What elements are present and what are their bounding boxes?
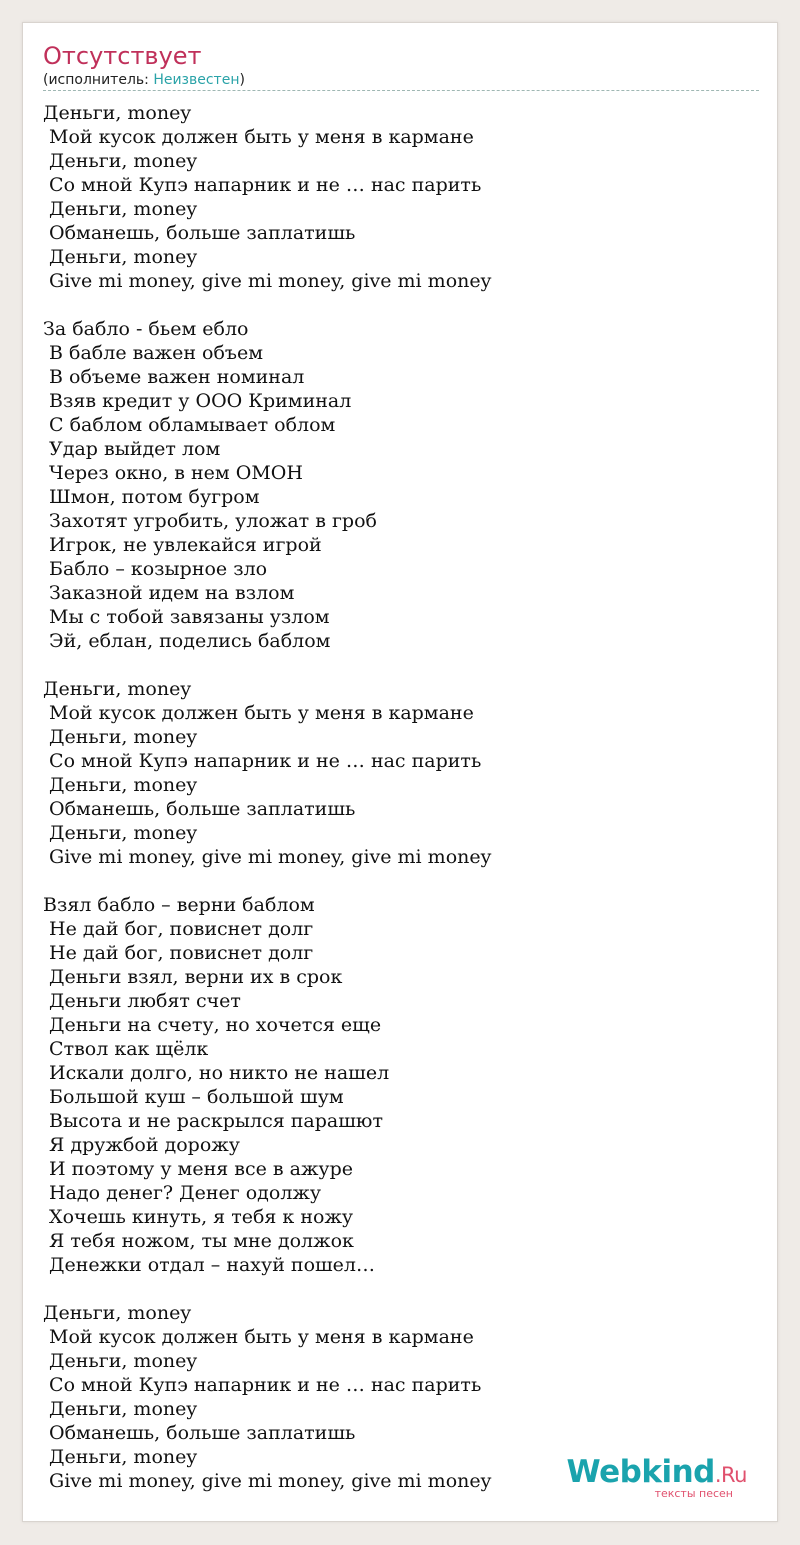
lyric-line: Деньги, money xyxy=(43,774,198,796)
lyric-line: Деньги, money xyxy=(43,198,198,220)
lyric-line: Мы с тобой завязаны узлом xyxy=(43,606,330,628)
lyric-line: Денежки отдал – нахуй пошел… xyxy=(43,1254,375,1276)
lyric-line: Мой кусок должен быть у меня в кармане xyxy=(43,1326,474,1348)
lyric-line: Большой куш – большой шум xyxy=(43,1086,344,1108)
performer-line xyxy=(43,71,245,89)
lyric-line: Деньги, money xyxy=(43,102,192,124)
title-divider xyxy=(43,90,759,91)
lyric-line: Заказной идем на взлом xyxy=(43,582,295,604)
lyric-line: Деньги, money xyxy=(43,1398,198,1420)
site-logo[interactable] xyxy=(567,1456,747,1499)
lyric-line: Надо денег? Денег одолжу xyxy=(43,1182,322,1204)
lyric-line: Захотят угробить, уложат в гроб xyxy=(43,510,377,532)
lyric-line: Деньги взял, верни их в срок xyxy=(43,966,343,988)
lyric-line: Взял бабло – верни баблом xyxy=(43,894,315,916)
lyrics-stanza xyxy=(43,101,759,293)
lyric-line: Эй, еблан, поделись баблом xyxy=(43,630,331,652)
lyric-line: Деньги на счету, но хочется еще xyxy=(43,1014,382,1036)
lyrics-stanza xyxy=(43,893,759,1277)
lyrics-stanza xyxy=(43,677,759,869)
lyric-line: Деньги, money xyxy=(43,726,198,748)
lyric-line: Со мной Купэ напарник и не … нас парить xyxy=(43,174,482,196)
lyric-line: Деньги любят счет xyxy=(43,990,241,1012)
lyric-line: В бабле важен объем xyxy=(43,342,264,364)
lyric-line: Деньги, money xyxy=(43,246,198,268)
lyric-line: Деньги, money xyxy=(43,678,192,700)
lyric-line: Через окно, в нем ОМОН xyxy=(43,462,303,484)
lyric-line: Мой кусок должен быть у меня в кармане xyxy=(43,702,474,724)
lyrics-card xyxy=(22,22,778,1522)
lyric-line: Обманешь, больше заплатишь xyxy=(43,798,356,820)
lyric-line: Деньги, money xyxy=(43,822,198,844)
lyric-line: Give mi money, give mi money, give mi money xyxy=(43,1470,492,1492)
lyric-line: Мой кусок должен быть у меня в кармане xyxy=(43,126,474,148)
performer-suffix: ) xyxy=(239,72,245,88)
lyric-line: Не дай бог, повиснет долг xyxy=(43,918,314,940)
logo-main-text: Webkind xyxy=(566,1454,715,1490)
lyric-line: За бабло - бьем ебло xyxy=(43,318,249,340)
lyric-line: Удар выйдет лом xyxy=(43,438,221,460)
lyric-line: Высота и не раскрылся парашют xyxy=(43,1110,383,1132)
lyric-line: Со мной Купэ напарник и не … нас парить xyxy=(43,750,482,772)
lyrics-stanza xyxy=(43,317,759,653)
performer-link[interactable]: Неизвестен xyxy=(153,72,240,88)
lyric-line: Обманешь, больше заплатишь xyxy=(43,1422,356,1444)
lyric-line: Обманешь, больше заплатишь xyxy=(43,222,356,244)
lyric-line: И поэтому у меня все в ажуре xyxy=(43,1158,354,1180)
lyric-line: Деньги, money xyxy=(43,1302,192,1324)
lyric-line: Искали долго, но никто не нашел xyxy=(43,1062,390,1084)
lyric-line: Хочешь кинуть, я тебя к ножу xyxy=(43,1206,354,1228)
logo-tld: .Ru xyxy=(714,1463,747,1487)
lyric-line: Шмон, потом бугром xyxy=(43,486,260,508)
lyric-line: Не дай бог, повиснет долг xyxy=(43,942,314,964)
song-title: Отсутствует xyxy=(43,42,202,70)
lyric-line: Я тебя ножом, ты мне должок xyxy=(43,1230,354,1252)
lyric-line: Деньги, money xyxy=(43,150,198,172)
logo-subtitle: тексты песен xyxy=(654,1487,733,1500)
lyric-line: Бабло – козырное зло xyxy=(43,558,268,580)
lyric-line: Со мной Купэ напарник и не … нас парить xyxy=(43,1374,482,1396)
lyric-line: С баблом обламывает облом xyxy=(43,414,336,436)
lyric-line: В объеме важен номинал xyxy=(43,366,305,388)
performer-prefix: (исполнитель: xyxy=(43,72,154,88)
lyric-line: Give mi money, give mi money, give mi money xyxy=(43,270,492,292)
lyric-line: Give mi money, give mi money, give mi money xyxy=(43,846,492,868)
lyrics-text xyxy=(43,101,759,1517)
lyric-line: Я дружбой дорожу xyxy=(43,1134,240,1156)
lyric-line: Игрок, не увлекайся игрой xyxy=(43,534,322,556)
lyric-line: Ствол как щёлк xyxy=(43,1038,209,1060)
lyric-line: Деньги, money xyxy=(43,1350,198,1372)
lyric-line: Взяв кредит у ООО Криминал xyxy=(43,390,352,412)
lyric-line: Деньги, money xyxy=(43,1446,198,1468)
